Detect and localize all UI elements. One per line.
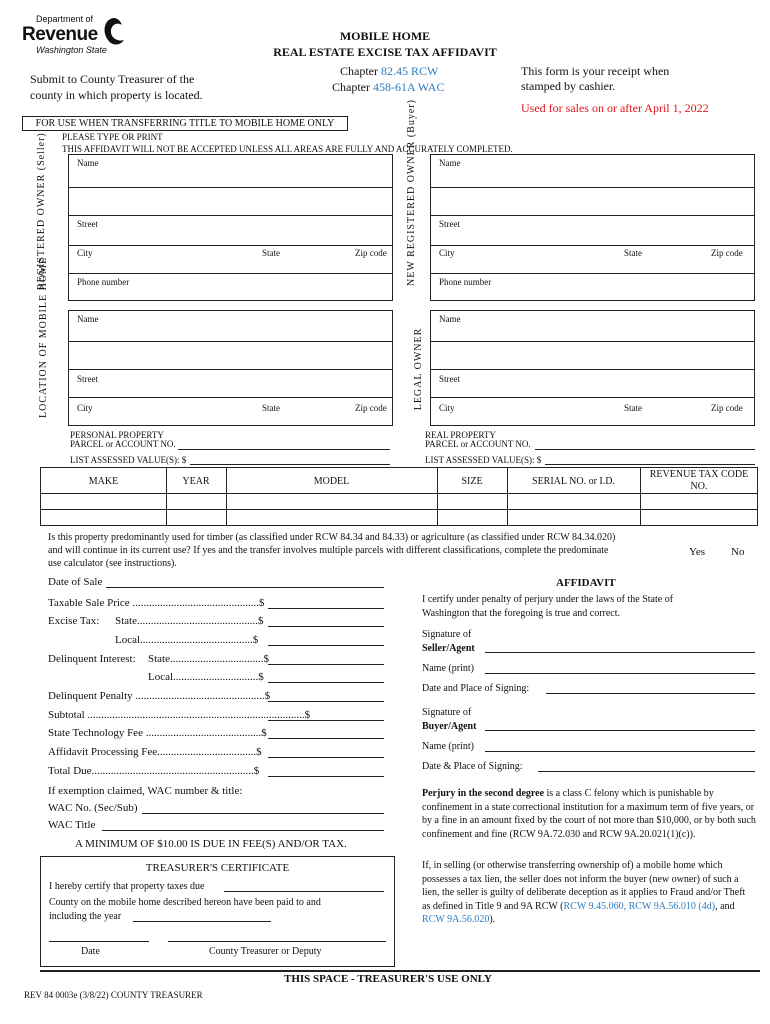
affidavit-certify: I certify under penalty of perjury under the laws of the State of Washington that the foregoing is true and correct. [422,594,674,619]
location-section-text: LOCATION OF MOBILE HOME [38,256,49,418]
buyer-phone-label: Phone number [439,277,492,287]
chapter-wac-link[interactable]: 458-61A WAC [373,80,445,94]
lien-links-2[interactable]: RCW 9A.56.020 [422,914,490,925]
buyer-agent-label: Buyer/Agent [422,721,477,732]
legal-zip-label: Zip code [711,403,743,413]
seller-street-label: Street [77,219,98,229]
tech-fee-line[interactable] [268,738,384,739]
delinquent-penalty-label: Delinquent Penalty ...............................................$ [48,690,271,702]
chapter-rcw-link[interactable]: 82.45 RCW [381,64,439,78]
di-state-label: State..................................$ [148,653,269,665]
transfer-only-text: FOR USE WHEN TRANSFERRING TITLE TO MOBILE HOME ONLY [35,118,335,129]
seller-name-print-label: Name (print) [422,663,474,674]
treasurer-deputy-label: County Treasurer or Deputy [209,946,322,957]
buyer-name-print-line[interactable] [485,751,755,752]
treasurer-line1: I hereby certify that property taxes due [49,881,205,892]
header-year: YEAR [182,476,210,487]
submit-instructions: Submit to County Treasurer of the county in which property is located. [30,72,203,102]
timber-question: Is this property predominantly used for timber (as classified under RCW 84.34 and 84.33) or agriculture (as classified under RCW 84.34.020) and will continue in its current use? If yes and the transfer involves multiple parcels with different classifications, complete the predominate use calculator (see instructions). [48,532,616,569]
perjury-text: is a class C felony which is punishable by confinement in a state correctional institution for a maximum term of five years, or by a fine in an amount fixed by the court of not more than $10,000, or by both such confinement and fine (RCW 9A.72.030 and RCW 9A.20.021(1)(c)). [422,788,756,840]
buyer-date-place-line[interactable] [538,771,755,772]
seller-zip-label: Zip code [355,248,387,258]
buyer-date-place-label: Date & Place of Signing: [422,761,523,772]
buyer-section-text: NEW REGISTERED OWNER (Buyer) [406,99,417,286]
real-assessed-label: LIST ASSESSED VALUE(S): $ [425,455,542,465]
excise-state-line[interactable] [268,626,384,627]
excise-local-label: Local.........................................$ [115,634,259,646]
real-parcel-label: PARCEL or ACCOUNT NO. [425,439,531,449]
transfer-only-banner [22,116,348,131]
buyer-signature-line[interactable] [485,730,755,731]
buyer-zip-label: Zip code [711,248,743,258]
seller-name-input[interactable] [75,171,385,185]
excise-tax-label: Excise Tax: [48,615,100,627]
buyer-name-print-label: Name (print) [422,741,474,752]
header-make: MAKE [88,476,119,487]
di-state-line[interactable] [268,664,384,665]
perjury-notice [422,787,756,841]
treasurer-deputy-line[interactable] [168,941,386,942]
di-local-line[interactable] [268,682,384,683]
seller-city-label: City [77,248,93,258]
header-size: SIZE [461,476,483,487]
treasurer-date-line[interactable] [49,941,149,942]
logo-dept-text: Department of [36,14,94,24]
legal-box [430,310,755,426]
excise-local-line[interactable] [268,645,384,646]
location-name-label: Name [77,314,99,324]
personal-property-label: PERSONAL PROPERTY [70,430,164,440]
affidavit-title: AFFIDAVIT [556,577,616,589]
minimum-due-notice: A MINIMUM OF $10.00 IS DUE IN FEE(S) AND/OR TAX. [75,838,347,850]
seller-box [68,154,393,301]
subtotal-line[interactable] [268,720,384,721]
treasurer-line3: including the year [49,911,122,922]
location-section-label [38,256,62,418]
perjury-bold: Perjury in the second degree [422,788,545,799]
location-zip-label: Zip code [355,403,387,413]
date-of-sale-line[interactable] [106,587,384,588]
buyer-name-label: Name [439,158,461,168]
location-street-label: Street [77,374,98,384]
legal-street-label: Street [439,374,460,384]
timber-no-option[interactable]: No [731,546,745,558]
buyer-sig-of: Signature of [422,707,472,718]
exemption-label: If exemption claimed, WAC number & title: [48,785,243,797]
wac-no-label: WAC No. (Sec/Sub) [48,802,138,814]
location-box [68,310,393,426]
buyer-city-label: City [439,248,455,258]
chapter-rcw [340,64,438,79]
seller-agent-label: Seller/Agent [422,643,475,654]
buyer-street-input[interactable] [437,231,747,243]
logo-state-text: Washington State [36,45,107,55]
total-due-label: Total Due...........................................................$ [48,765,260,777]
taxable-sale-line[interactable] [268,608,384,609]
personal-assessed-label: LIST ASSESSED VALUE(S): $ [70,455,187,465]
seller-date-place-label: Date and Place of Signing: [422,683,530,694]
buyer-box [430,154,755,301]
type-or-print: PLEASE TYPE OR PRINT [62,132,163,142]
tech-fee-label: State Technology Fee ..........................................$ [48,727,267,739]
legal-section-text: LEGAL OWNER [413,327,424,411]
seller-name-label: Name [77,158,99,168]
personal-parcel-label: PARCEL or ACCOUNT NO. [70,439,176,449]
seller-sig-of: Signature of [422,629,472,640]
chapter2-prefix: Chapter [332,80,373,94]
seller-date-place-line[interactable] [546,693,755,694]
seller-section-text: REGISTERED OWNER (Seller) [36,132,47,290]
lien-links-1[interactable]: RCW 9.45.060, RCW 9A.56.010 (4d) [563,900,716,912]
treasurer-title: TREASURER'S CERTIFICATE [145,862,290,874]
used-for-date: Used for sales on or after April 1, 2022 [521,101,709,115]
legal-city-label: City [439,403,455,413]
legal-section-label [413,319,427,419]
seller-street-input[interactable] [75,231,385,243]
header-serial: SERIAL NO. or I.D. [532,476,615,487]
mobile-home-table [40,467,758,526]
treasurer-use-only: THIS SPACE - TREASURER'S USE ONLY [284,973,492,985]
treasurer-date-label: Date [81,946,100,957]
excise-state-label: State............................................$ [115,615,264,627]
receipt-note: This form is your receipt when stamped by cashier. [521,64,670,93]
lien-and: , and [715,900,735,912]
timber-yes-option[interactable]: Yes [689,546,706,558]
real-property-label: REAL PROPERTY [425,430,496,440]
treasurer-year-line[interactable] [133,921,271,922]
total-due-line[interactable] [268,776,384,777]
buyer-state-label: State [624,248,642,258]
buyer-section-label [406,99,430,286]
processing-fee-label: Affidavit Processing Fee....................................$ [48,746,262,758]
seller-phone-label: Phone number [77,277,130,287]
location-state-label: State [262,403,280,413]
header-model: MODEL [313,476,350,487]
date-of-sale-label: Date of Sale [48,576,103,588]
delinquent-interest-label: Delinquent Interest: [48,653,136,665]
title-line2: REAL ESTATE EXCISE TAX AFFIDAVIT [273,45,497,59]
lien-notice: If, in selling (or otherwise transferring ownership of) a mobile home which possesses a tax lien, the seller does not inform the buyer (new owner) of such a lien, the seller is guilty of deliberate deception as it applies to Fraud and/or Theft as defined in Title 9 and 9A RCW (RCW 9.45.060, RCW 9A.56.010 (4d), and RCW 9A.56.020). [422,860,746,925]
buyer-street-label: Street [439,219,460,229]
subtotal-label: Subtotal ...............................................................................$ [48,709,311,721]
wac-title-line[interactable] [102,830,384,831]
wac-no-line[interactable] [142,813,384,814]
not-accepted-notice: THIS AFFIDAVIT WILL NOT BE ACCEPTED UNLESS ALL AREAS ARE FULLY AND ACCURATELY COMPLETED. [62,144,513,154]
chapter-wac [332,80,444,95]
chapter1-prefix: Chapter [340,64,381,78]
form-title [240,28,530,60]
processing-fee-line[interactable] [268,757,384,758]
delinquent-penalty-line[interactable] [268,701,384,702]
legal-state-label: State [624,403,642,413]
title-line1: MOBILE HOME [339,29,431,43]
personal-parcel-line[interactable] [178,449,390,450]
di-local-label: Local...............................$ [148,671,264,683]
seller-name-print-line[interactable] [485,673,755,674]
real-parcel-line[interactable] [535,449,755,450]
real-assessed-line[interactable] [545,464,755,465]
wac-title-label: WAC Title [48,819,96,831]
seller-state-label: State [262,248,280,258]
buyer-name-input[interactable] [437,171,747,185]
location-city-label: City [77,403,93,413]
legal-name-label: Name [439,314,461,324]
seller-signature-line[interactable] [485,652,755,653]
header-revenue-code: REVENUE TAX CODE NO. [649,469,749,492]
form-id: REV 84 0003e (3/8/22) COUNTY TREASURER [24,990,203,1000]
treasurer-line2: County on the mobile home described hereon have been paid to and [49,897,321,908]
logo-revenue-text: Revenue [22,24,98,45]
treasurer-certificate-box [40,856,395,967]
personal-assessed-line[interactable] [190,464,390,465]
lien-text: If, in selling (or otherwise transferring ownership of) a mobile home which possesses a tax lien, the seller does not inform the buyer (new owner) of such a lien, the seller is guilty of deliberate deception as it applies to Fraud and/or Theft as defined in Title 9 and 9A RCW [422,860,746,912]
treasurer-county-line[interactable] [224,891,384,892]
taxable-sale-label: Taxable Sale Price ..............................................$ [48,597,265,609]
revenue-logo [22,14,132,62]
logo-swirl-icon [100,16,126,48]
